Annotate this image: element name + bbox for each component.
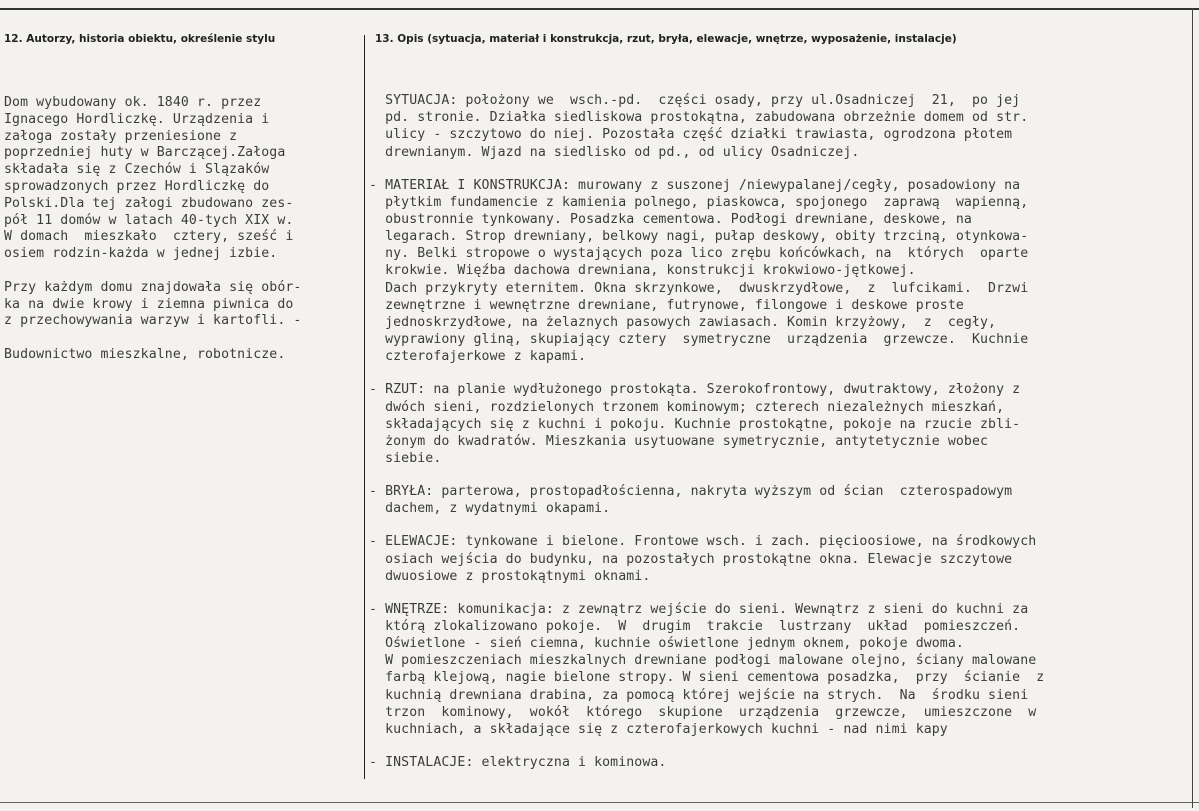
text-line: wyprawiony gliną, skupiający cztery symetryczne urządzenia grzewcze. Kuchnie <box>369 332 1029 348</box>
history-paragraph <box>4 347 360 364</box>
text-line: dachem, z wydatnymi okapami. <box>369 501 611 517</box>
description-text-column <box>369 93 1189 788</box>
text-line: krokwie. Więźba dachowa drewniana, konstrukcji krokwiowo-jętkowej. <box>369 263 916 279</box>
history-text-column <box>4 95 360 381</box>
text-line: - BRYŁA: parterowa, prostopadłościenna, nakryta wyższym od ścian czterospadowym <box>369 484 1013 500</box>
text-line: składała się z Czechów i Ślązaków <box>4 162 270 178</box>
text-line: W domach mieszkało cztery, sześć i <box>4 229 294 245</box>
text-line: osiach wejścia do budynku, na pozostałych prostokątne okna. Elewacje szczytowe <box>369 551 1013 567</box>
history-paragraph <box>4 95 360 263</box>
text-line: Dach przykryty eternitem. Okna skrzynkowe, dwuskrzydłowe, z lufcikami. Drzwi <box>369 280 1029 296</box>
section-12-header: 12. Autorzy, historia obiektu, określenie stylu <box>4 33 276 45</box>
text-line: dwóch sieni, rozdzielonych trzonem kominowym; czterech niezależnych mieszkań, <box>369 399 1005 415</box>
text-line: załoga zostały przeniesione z <box>4 128 238 144</box>
text-line: ka na dwie krowy i ziemna piwnica do <box>4 296 294 312</box>
text-line: Budownictwo mieszkalne, robotnicze. <box>4 346 286 362</box>
text-line: siebie. <box>369 451 442 467</box>
text-line: zewnętrzne i wewnętrzne drewniane, futrynowe, filongowe i deskowe proste <box>369 297 964 313</box>
text-line: - ELEWACJE: tynkowane i bielone. Frontowe wsch. i zach. pięcioosiowe, na środkowych <box>369 534 1037 550</box>
text-line: jednoskrzydłowe, na żelaznych pasowych zawiasach. Komin krzyżowy, z cegły, <box>369 315 997 331</box>
description-paragraph <box>369 484 1189 518</box>
column-divider <box>364 35 365 779</box>
description-paragraph <box>369 755 1189 772</box>
text-line: żonym do kwadratów. Mieszkania usytuowane symetrycznie, antytetycznie wobec <box>369 433 989 449</box>
text-line: ny. Belki stropowe o wystających poza lico zrębu końcówkach, na których oparte <box>369 246 1029 262</box>
text-line: Ignacego Hordliczkę. Urządzenia i <box>4 111 270 127</box>
text-line: dwuosiowe z prostokątnymi oknami. <box>369 568 651 584</box>
text-line: którą zlokalizowano pokoje. W drugim trakcie lustrzany układ pomieszczeń. <box>369 618 1021 634</box>
text-line: Oświetlone - sień ciemna, kuchnie oświetlone jednym oknem, pokoje dwoma. <box>369 636 964 652</box>
text-line: Przy każdym domu znajdowała się obór- <box>4 279 302 295</box>
description-paragraph <box>369 534 1189 586</box>
text-line: Dom wybudowany ok. 1840 r. przez <box>4 95 262 110</box>
text-line: - RZUT: na planie wydłużonego prostokąta. Szerokofrontowy, dwutraktowy, złożony z <box>369 382 1021 398</box>
text-line: trzon kominowy, wokół którego skupione urządzenia grzewcze, umieszczone w <box>369 704 1037 720</box>
text-line: sprowadzonych przez Hordliczkę do <box>4 178 270 194</box>
bottom-border-rule <box>0 802 1199 803</box>
text-line: ulicy - szczytowo do niej. Pozostała część działki trawiasta, ogrodzona płotem <box>369 127 1013 143</box>
text-line: Polski.Dla tej załogi zbudowano zes- <box>4 195 294 211</box>
text-line: płytkim fundamencie z kamienia polnego, piaskowca, spojonego zaprawą wapienną, <box>369 194 1029 210</box>
text-line: - WNĘTRZE: komunikacja: z zewnątrz wejście do sieni. Wewnątrz z sieni do kuchni za <box>369 601 1029 617</box>
description-paragraph <box>369 178 1189 367</box>
text-line: - INSTALACJE: elektryczna i kominowa. <box>369 754 667 770</box>
text-line: legarach. Strop drewniany, belkowy nagi, pułap deskowy, obity trzciną, otynkowa- <box>369 229 1029 245</box>
text-line: - MATERIAŁ I KONSTRUKCJA: murowany z suszonej /niewypalanej/cegły, posadowiony na <box>369 177 1021 193</box>
description-paragraph <box>369 602 1189 740</box>
section-13-header: 13. Opis (sytuacja, materiał i konstrukcja, rzut, bryła, elewacje, wnętrze, wyposażenie, instalacje) <box>375 33 957 45</box>
text-line: drewnianym. Wjazd na siedlisko od pd., od ulicy Osadniczej. <box>369 144 860 160</box>
text-line: SYTUACJA: położony we wsch.-pd. części osady, przy ul.Osadniczej 21, po jej <box>369 93 1021 108</box>
description-paragraph <box>369 382 1189 468</box>
text-line: z przechowywania warzyw i kartofli. - <box>4 313 302 329</box>
right-border-rule <box>1192 8 1193 808</box>
history-paragraph <box>4 280 360 330</box>
text-line: pół 11 domów w latach 40-tych XIX w. <box>4 212 294 228</box>
text-line: kuchniach, a składające się z czterofajerkowych kuchni - nad nimi kapy <box>369 721 948 737</box>
description-paragraph <box>369 93 1189 162</box>
text-line: farbą klejową, nagie bielone stropy. W sieni cementowa posadzka, przy ścianie z <box>369 670 1045 686</box>
text-line: czterofajerkowe z kapami. <box>369 349 587 365</box>
text-line: składających się z kuchni i pokoju. Kuchnie prostokątne, pokoje na rzucie zbli- <box>369 416 1021 432</box>
text-line: poprzedniej huty w Barczącej.Załoga <box>4 145 286 161</box>
text-line: obustronnie tynkowany. Posadzka cementowa. Podłogi drewniane, deskowe, na <box>369 211 972 227</box>
text-line: osiem rodzin-każda w jednej izbie. <box>4 246 278 262</box>
text-line: W pomieszczeniach mieszkalnych drewniane podłogi malowane olejno, ściany malowane <box>369 653 1037 669</box>
text-line: kuchnią drewniana drabina, za pomocą której wejście na strych. Na środku sieni <box>369 687 1029 703</box>
text-line: pd. stronie. Działka siedliskowa prostokątna, zabudowana obrzeżnie domem od str. <box>369 110 1029 126</box>
top-border-rule <box>0 8 1199 10</box>
